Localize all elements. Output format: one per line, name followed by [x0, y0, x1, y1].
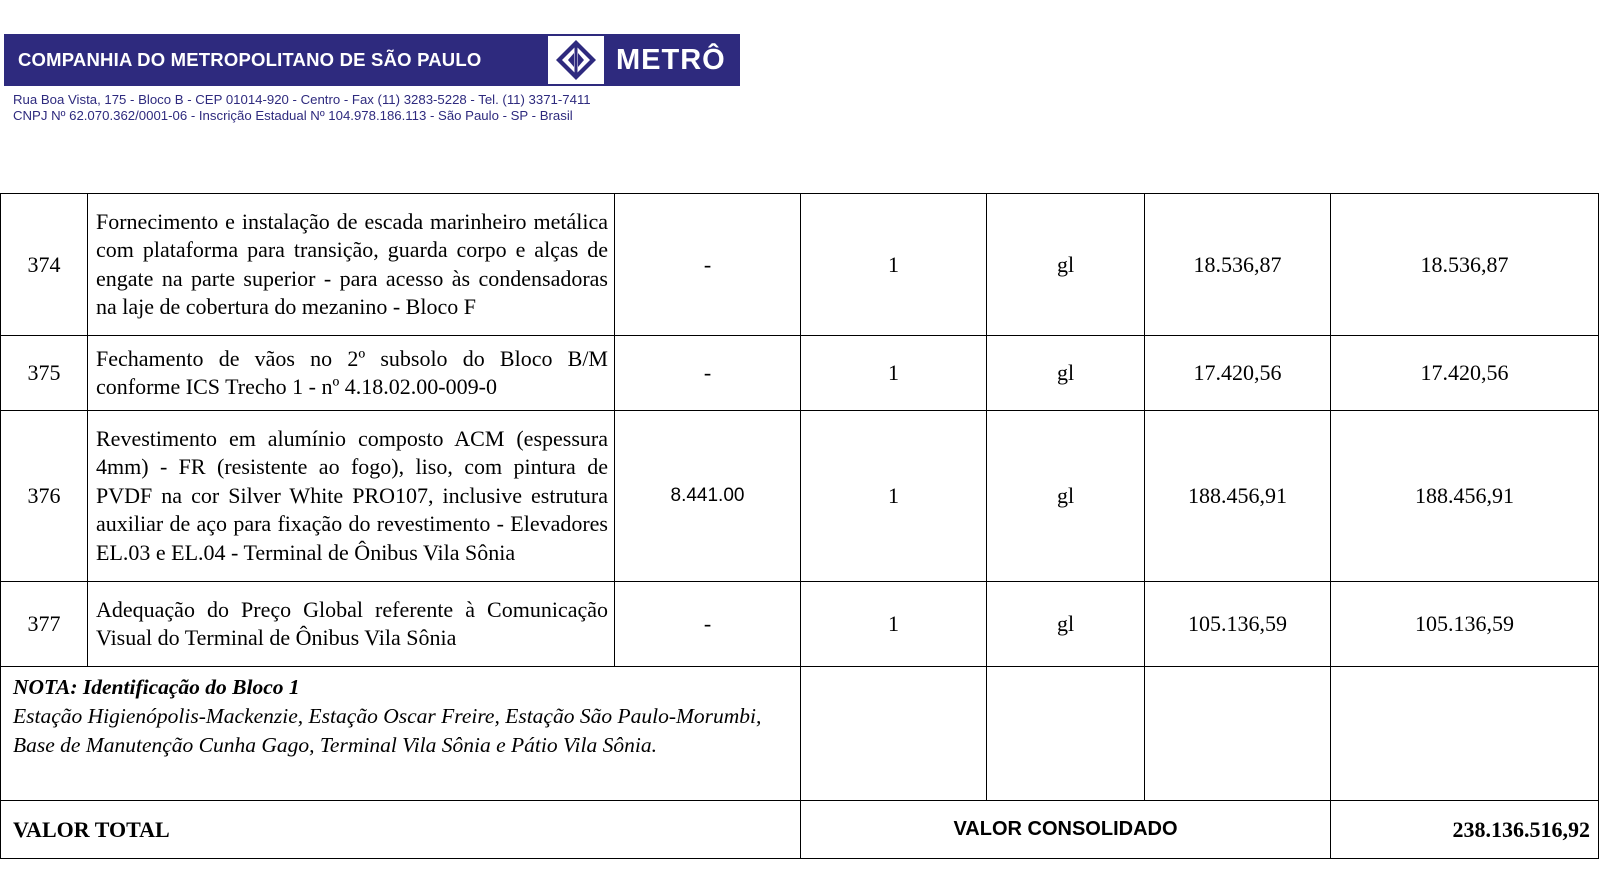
- item-quantity: 1: [801, 194, 987, 336]
- note-text: Estação Higienópolis-Mackenzie, Estação Oscar Freire, Estação São Paulo-Morumbi, Base de Manutenção Cunha Gago, Terminal Vila Sônia e Pátio Vila Sônia.: [13, 704, 762, 757]
- note-row: [1, 667, 1599, 801]
- budget-table: [0, 193, 1599, 859]
- item-unit: gl: [987, 336, 1145, 411]
- item-description: Fechamento de vãos no 2º subsolo do Bloco B/M conforme ICS Trecho 1 - nº 4.18.02.00-009-0: [88, 336, 615, 411]
- item-total: 18.536,87: [1331, 194, 1599, 336]
- letterhead: [4, 34, 740, 124]
- table-row: [1, 582, 1599, 667]
- item-number: 374: [1, 194, 88, 336]
- item-unit-price: 188.456,91: [1145, 411, 1331, 582]
- item-unit-price: 17.420,56: [1145, 336, 1331, 411]
- item-total: 105.136,59: [1331, 582, 1599, 667]
- item-unit: gl: [987, 194, 1145, 336]
- total-label: VALOR TOTAL: [1, 801, 801, 859]
- item-quantity: 1: [801, 582, 987, 667]
- item-total: 188.456,91: [1331, 411, 1599, 582]
- item-code: -: [615, 582, 801, 667]
- item-unit: gl: [987, 582, 1145, 667]
- table-row: [1, 336, 1599, 411]
- metro-logo-icon: [548, 34, 604, 86]
- note-title: NOTA: Identificação do Bloco 1: [13, 675, 300, 699]
- note-cell: [1, 667, 801, 801]
- item-number: 377: [1, 582, 88, 667]
- empty-cell: [1331, 667, 1599, 801]
- company-name: COMPANHIA DO METROPOLITANO DE SÃO PAULO: [4, 34, 548, 86]
- empty-cell: [801, 667, 987, 801]
- registration-line: CNPJ Nº 62.070.362/0001-06 - Inscrição Estadual Nº 104.978.186.113 - São Paulo - SP - Brasil: [13, 108, 573, 123]
- item-code: -: [615, 194, 801, 336]
- item-unit-price: 105.136,59: [1145, 582, 1331, 667]
- empty-cell: [1145, 667, 1331, 801]
- brand-name: METRÔ: [604, 34, 740, 86]
- item-unit: gl: [987, 411, 1145, 582]
- item-description: Fornecimento e instalação de escada marinheiro metálica com plataforma para transição, guarda corpo e alças de engate na parte superior - para acesso às condensadoras na laje de cobertura do mezanino - Bloco F: [88, 194, 615, 336]
- item-unit-price: 18.536,87: [1145, 194, 1331, 336]
- item-number: 376: [1, 411, 88, 582]
- table-row: [1, 411, 1599, 582]
- item-description: Adequação do Preço Global referente à Comunicação Visual do Terminal de Ônibus Vila Sônia: [88, 582, 615, 667]
- item-quantity: 1: [801, 336, 987, 411]
- company-banner: [4, 34, 740, 86]
- consolidated-label: VALOR CONSOLIDADO: [801, 801, 1331, 859]
- item-number: 375: [1, 336, 88, 411]
- address-line: Rua Boa Vista, 175 - Bloco B - CEP 01014-920 - Centro - Fax (11) 3283-5228 - Tel. (11) 3371-7411: [13, 92, 591, 107]
- item-code: 8.441.00: [615, 411, 801, 582]
- item-quantity: 1: [801, 411, 987, 582]
- total-row: [1, 801, 1599, 859]
- address-block: [4, 92, 740, 124]
- empty-cell: [987, 667, 1145, 801]
- item-total: 17.420,56: [1331, 336, 1599, 411]
- consolidated-value: 238.136.516,92: [1331, 801, 1599, 859]
- item-description: Revestimento em alumínio composto ACM (espessura 4mm) - FR (resistente ao fogo), liso, com pintura de PVDF na cor Silver White PRO107, inclusive estrutura auxiliar de aço para fixação do revestimento - Elevadores EL.03 e EL.04 - Terminal de Ônibus Vila Sônia: [88, 411, 615, 582]
- item-code: -: [615, 336, 801, 411]
- table-row: [1, 194, 1599, 336]
